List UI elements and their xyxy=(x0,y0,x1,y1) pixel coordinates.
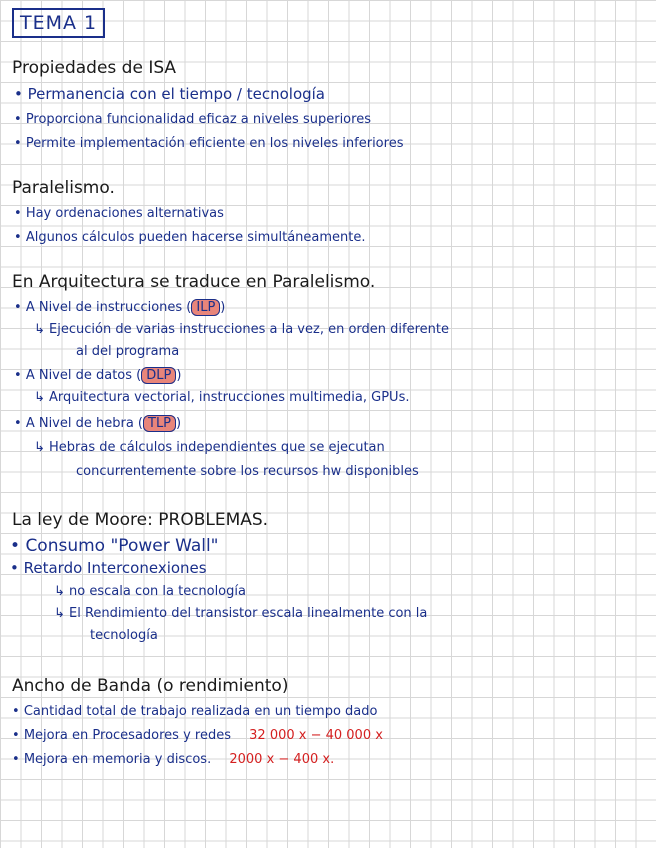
ilp-label: A Nivel de instrucciones ( xyxy=(25,300,192,315)
moore-sub-2a: ↳ El Rendimiento del transistor escala linealmente con la xyxy=(54,606,428,621)
ilp-close: ) xyxy=(220,300,226,315)
isa-heading: Propiedades de ISA xyxy=(12,58,177,78)
ancho-item-2 xyxy=(12,726,383,746)
ancho-item-3 xyxy=(12,750,334,770)
ancho-heading: Ancho de Banda (o rendimiento) xyxy=(12,676,289,696)
ancho-item-3-text: Mejora en memoria y discos. xyxy=(23,752,212,767)
paralelismo-heading: Paralelismo. xyxy=(12,178,115,198)
dlp-detail-1: ↳ Arquitectura vectorial, instrucciones multimedia, GPUs. xyxy=(34,390,410,405)
paralelismo-item-2: • Algunos cálculos pueden hacerse simultáneamente. xyxy=(14,228,366,248)
isa-item-3: • Permite implementación eficiente en los niveles inferiores xyxy=(14,134,403,154)
arquitectura-heading: En Arquitectura se traduce en Paralelismo. xyxy=(12,272,376,292)
dlp-tag: DLP xyxy=(141,367,176,384)
tlp-item xyxy=(14,414,181,434)
ancho-item-3-value: 2000 x − 400 x. xyxy=(229,752,335,767)
isa-item-1: • Permanencia con el tiempo / tecnología xyxy=(14,84,325,104)
tlp-tag: TLP xyxy=(143,415,176,432)
dlp-close: ) xyxy=(176,368,182,383)
moore-heading: La ley de Moore: PROBLEMAS. xyxy=(12,510,269,530)
tlp-detail-1: ↳ Hebras de cálculos independientes que se ejecutan xyxy=(34,440,385,455)
tlp-label: A Nivel de hebra ( xyxy=(25,416,143,431)
page-title: TEMA 1 xyxy=(12,8,105,38)
moore-item-1: • Consumo "Power Wall" xyxy=(10,536,219,556)
moore-item-2: • Retardo Interconexiones xyxy=(10,558,207,578)
paralelismo-item-1: • Hay ordenaciones alternativas xyxy=(14,204,224,224)
moore-sub-1: ↳ no escala con la tecnología xyxy=(54,584,246,599)
isa-item-2: • Proporciona funcionalidad eficaz a niveles superiores xyxy=(14,110,371,130)
tlp-close: ) xyxy=(176,416,182,431)
dlp-label: A Nivel de datos ( xyxy=(25,368,142,383)
ancho-item-1: • Cantidad total de trabajo realizada en un tiempo dado xyxy=(12,702,377,722)
dlp-item xyxy=(14,366,181,386)
moore-sub-2b: tecnología xyxy=(90,628,158,643)
ancho-item-2-value: 32 000 x − 40 000 x xyxy=(249,728,383,743)
ilp-tag: ILP xyxy=(191,299,220,316)
tlp-detail-2: concurrentemente sobre los recursos hw disponibles xyxy=(76,464,419,479)
ilp-item xyxy=(14,298,225,318)
ilp-detail-2: al del programa xyxy=(76,344,180,359)
ancho-item-2-text: Mejora en Procesadores y redes xyxy=(23,728,231,743)
ilp-detail-1: ↳ Ejecución de varias instrucciones a la vez, en orden diferente xyxy=(34,322,449,337)
